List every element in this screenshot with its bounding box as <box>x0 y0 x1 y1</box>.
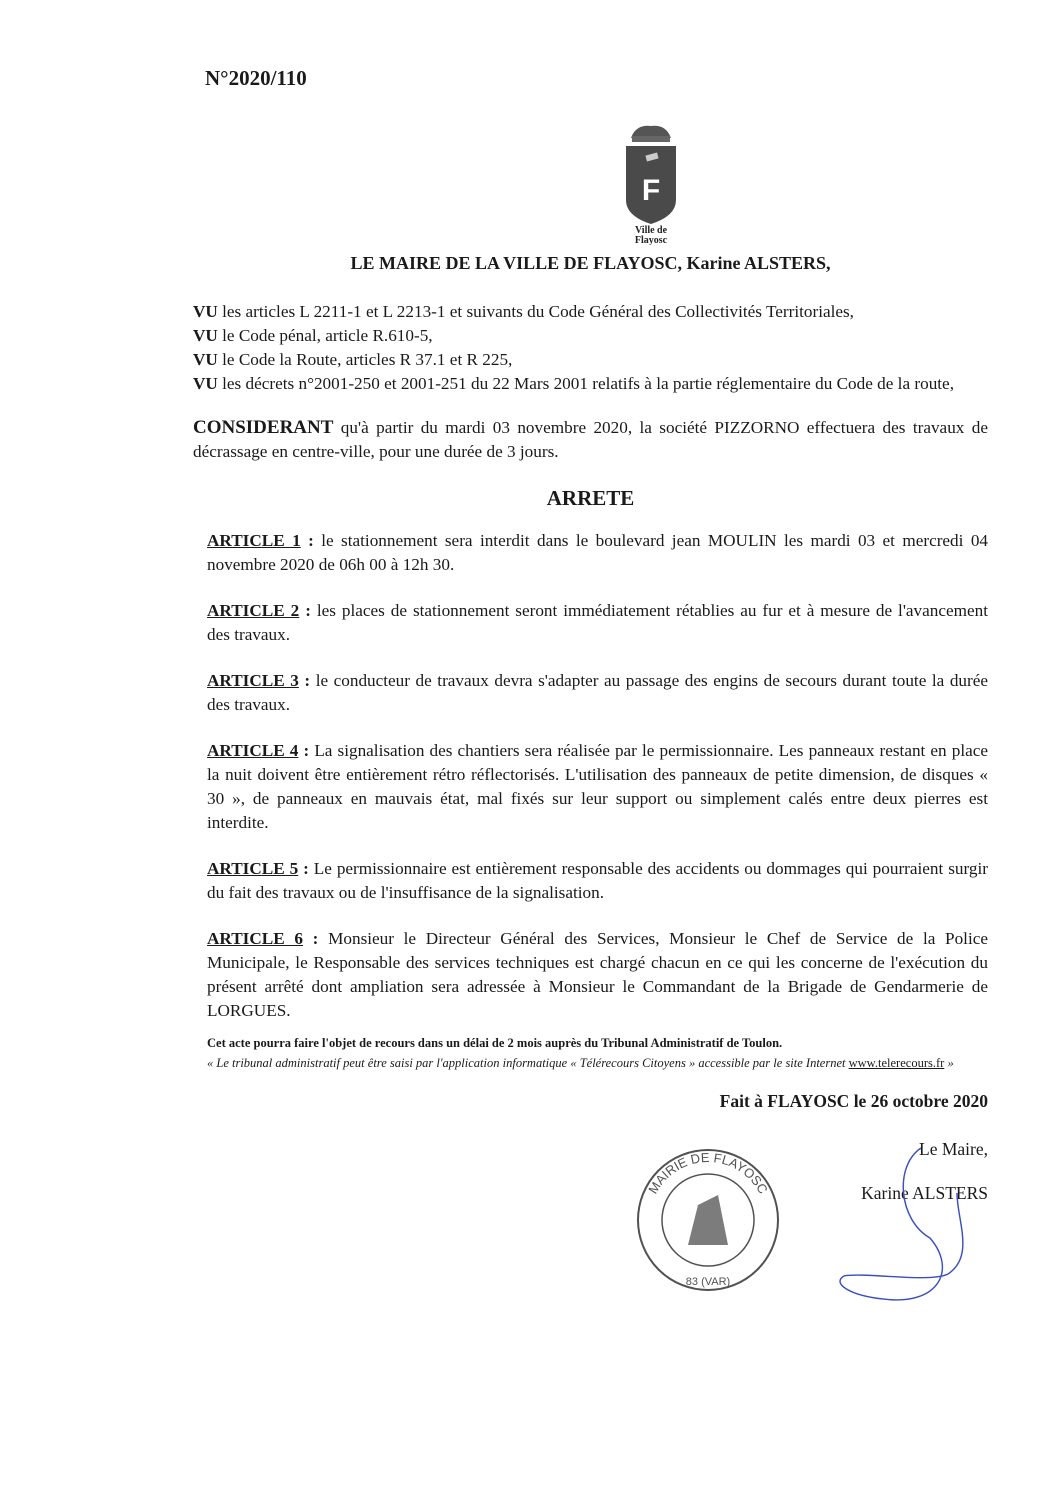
coat-of-arms-icon <box>616 120 686 245</box>
considerant-paragraph: CONSIDERANT qu'à partir du mardi 03 novembre 2020, la société PIZZORNO effectuera des travaux de décrassage en centre-ville, pour une durée de 3 jours. <box>193 417 988 461</box>
recours-italic-line: « Le tribunal administratif peut être saisi par l'application informatique « Télérecours Citoyens » accessible par le site Internet www.telerecours.fr » <box>207 1056 954 1070</box>
svg-text:Flayosc: Flayosc <box>634 235 667 245</box>
document-title: LE MAIRE DE LA VILLE DE FLAYOSC, Karine ALSTERS, <box>350 253 831 273</box>
vu-item: VU le Code la Route, articles R 37.1 et R 225, <box>193 350 513 369</box>
flayosc-logo <box>616 120 686 245</box>
telerecours-link[interactable]: www.telerecours.fr <box>848 1056 945 1070</box>
signatory-role: Le Maire, <box>919 1139 988 1159</box>
mairie-stamp-icon <box>623 1135 793 1305</box>
vu-item: VU les articles L 2211-1 et L 2213-1 et suivants du Code Général des Collectivités Territoriales, <box>193 302 854 321</box>
signature-scribble-icon <box>813 1101 993 1321</box>
article-4: ARTICLE 4 : La signalisation des chantiers sera réalisée par le permissionnaire. Les panneaux restant en place la nuit doivent être entièrement rétro réflectorisés. L'utilisation des panneaux de petite dimension, de disques « 30 », de panneaux en mauvais état, mal fixés sur leur support ou simplement calés entre deux pierres est interdite. <box>207 741 988 832</box>
signature-block <box>193 1091 988 1321</box>
recours-bold-line: Cet acte pourra faire l'objet de recours dans un délai de 2 mois auprès du Tribunal Administratif de Toulon. <box>207 1036 783 1050</box>
article-6: ARTICLE 6 : Monsieur le Directeur Général des Services, Monsieur le Chef de Service de la Police Municipale, le Responsable des services techniques est chargé chacun en ce qui les concerne de l'exécution du présent arrêté dont ampliation sera adressée à Monsieur le Commandant de la Brigade de Gendarmerie de LORGUES. <box>207 929 988 1020</box>
svg-text:F: F <box>641 174 660 207</box>
vu-section <box>193 300 988 396</box>
vu-item: VU les décrets n°2001-250 et 2001-251 du 22 Mars 2001 relatifs à la partie réglementaire du Code de la route, <box>193 374 954 393</box>
arrete-heading: ARRETE <box>546 486 635 510</box>
svg-text:Ville de: Ville de <box>634 225 667 236</box>
article-1: ARTICLE 1 : le stationnement sera interdit dans le boulevard jean MOULIN les mardi 03 et mercredi 04 novembre 2020 de 06h 00 à 12h 30. <box>207 531 989 574</box>
article-2: ARTICLE 2 : les places de stationnement seront immédiatement rétablies au fur et à mesure de l'avancement des travaux. <box>207 601 988 644</box>
svg-text:MAIRIE DE FLAYOSC: MAIRIE DE FLAYOSC <box>645 1149 771 1197</box>
signatory-name: Karine ALSTERS <box>861 1183 988 1203</box>
recours-notice <box>207 1033 988 1073</box>
svg-text:83 (VAR): 83 (VAR) <box>685 1276 731 1288</box>
place-date: Fait à FLAYOSC le 26 octobre 2020 <box>719 1091 988 1111</box>
document-number: N°2020/110 <box>205 66 307 90</box>
vu-item: VU le Code pénal, article R.610-5, <box>193 326 433 345</box>
article-3: ARTICLE 3 : le conducteur de travaux devra s'adapter au passage des engins de secours durant toute la durée des travaux. <box>207 671 988 714</box>
article-5: ARTICLE 5 : Le permissionnaire est entièrement responsable des accidents ou dommages qui pourraient surgir du fait des travaux ou de l'insuffisance de la signalisation. <box>207 859 988 902</box>
